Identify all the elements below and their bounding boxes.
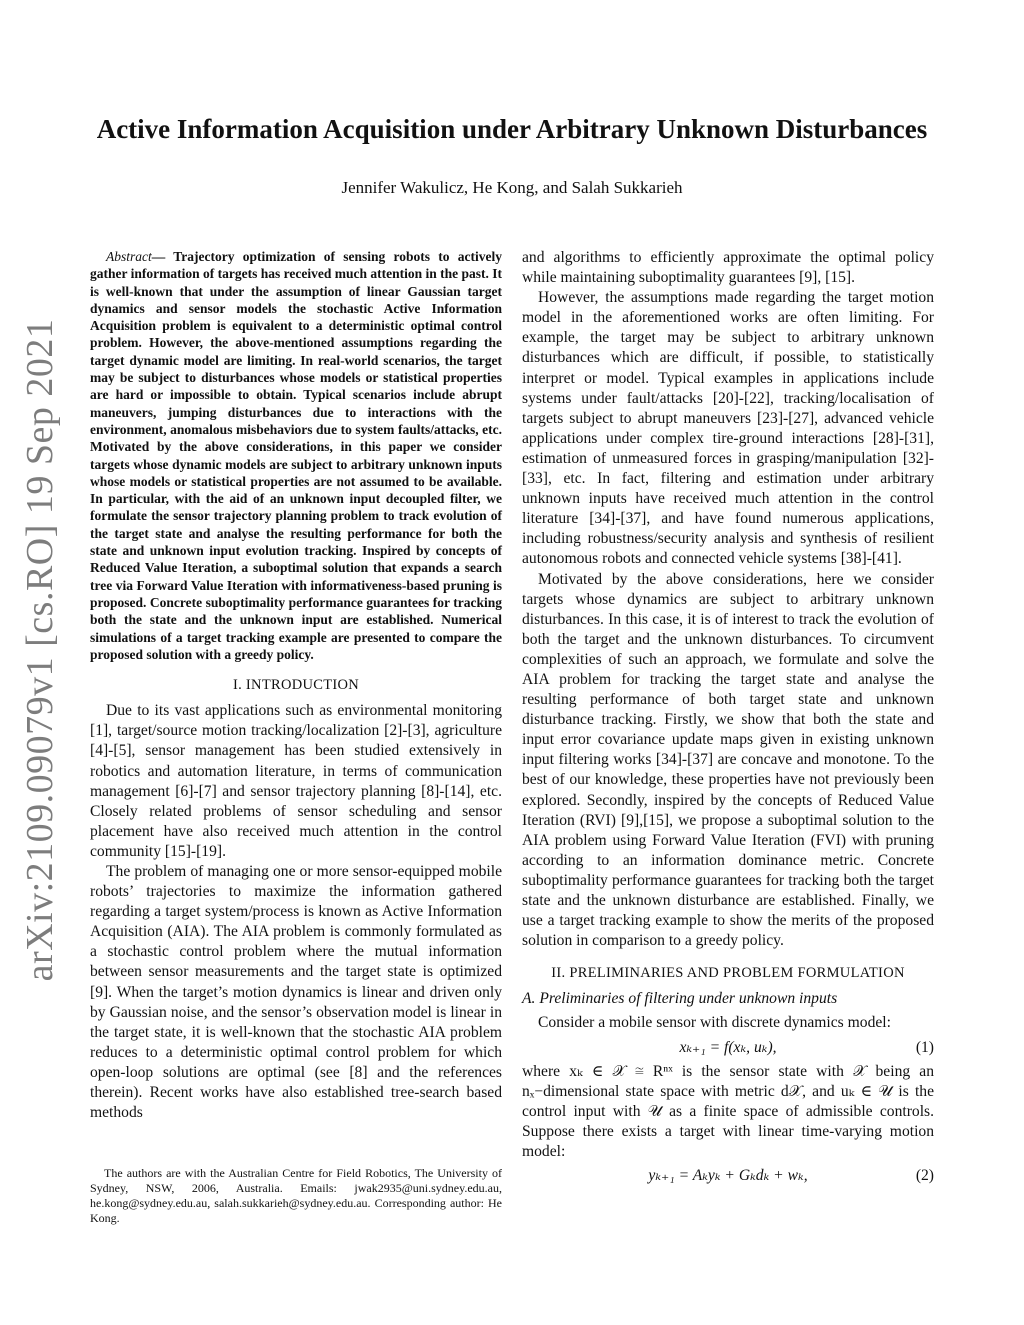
section-heading-preliminaries: II. PRELIMINARIES AND PROBLEM FORMULATION	[551, 965, 905, 982]
right-paragraph-3: Motivated by the above considerations, here we consider targets whose dynamics are subject to arbitrary unknown disturbances. In this case, it is of interest to track the evolution of both the target and the unknown disturbances. To circumvent complexities of such an approach, we formulate and solve the AIA problem for tracking the target state and analyse the resulting performance of both target state and unknown disturbance tracking. Firstly, we show that both the state and input error covariance update maps given in existing unknown input filtering works [34]-[37] are concave and monotone. To the best of our knowledge, these properties have not previously been explored. Secondly, inspired by the concepts of Reduced Value Iteration (RVI) [9],[15], we propose a suboptimal solution to the AIA problem using Forward Value Iteration (FVI) with pruning according to an information dominance metric. Concrete suboptimality performance guarantees for tracking both the target state and the unknown disturbance are established. Finally, we use a target tracking example to show the merits of the proposed solution in comparison to a greedy policy.	[522, 570, 934, 950]
subsection-heading-a: A. Preliminaries of filtering under unknown inputs	[522, 990, 838, 1008]
equation-1	[522, 1038, 934, 1058]
arxiv-identifier-text: arXiv:2109.09079v1 [cs.RO] 19 Sep 2021	[19, 318, 61, 982]
prelim-paragraph-1: Consider a mobile sensor with discrete dynamics model:	[538, 1014, 891, 1032]
left-column	[90, 248, 502, 1123]
right-paragraph-1: and algorithms to efficiently approximate the optimal policy while maintaining suboptimality guarantees [9], [15].	[522, 249, 934, 287]
abstract	[90, 248, 502, 663]
equation-1-body: xₖ₊₁ = f(xₖ, uₖ),	[679, 1038, 777, 1056]
section-heading-introduction: I. INTRODUCTION	[232, 677, 360, 694]
abstract-text: — Trajectory optimization of sensing robots to actively gather information of targets has received much attention in the past. It is well-known that under the assumption of linear Gaussian target dynamics and sensor models the stochastic Active Information Acquisition problem is equivalent to a deterministic optimal control problem. However, the above-mentioned assumptions regarding the target dynamic model are limiting. In real-world scenarios, the target may be subject to disturbances whose models or statistical properties are hard or impossible to obtain. Typical scenarios include abrupt maneuvers, jumping disturbances due to interactions with the environment, anomalous misbehaviors due to system faults/attacks, etc. Motivated by the above considerations, in this paper we consider targets whose dynamic models are subject to arbitrary unknown inputs whose models or statistical properties are not assumed to be available. In particular, with the aid of an unknown input decoupled filter, we formulate the sensor trajectory planning problem to track evolution of the target state and analyse the resulting performance for both the state and unknown input evolution tracking. Inspired by concepts of Reduced Value Iteration, a suboptimal solution that expands a search tree via Forward Value Iteration with informativeness-based pruning is proposed. Concrete suboptimality performance guarantees for tracking both the state and the unknown input are established. Numerical simulations of a target tracking example are presented to compare the proposed solution with a greedy policy.	[90, 249, 502, 662]
equation-2-number: (2)	[915, 1167, 934, 1185]
abstract-label: Abstract	[106, 249, 152, 264]
paper-authors: Jennifer Wakulicz, He Kong, and Salah Sukkarieh	[341, 178, 683, 197]
prelim-paragraph-2: where xₖ ∈ 𝒳 ≅ Rⁿˣ is the sensor state with 𝒳 being an nₓ−dimensional state space with metric d𝒳, and uₖ ∈ 𝒰 is the control input with 𝒰 as a finite space of admissible controls. Suppose there exists a target with linear time-varying motion model:	[522, 1062, 934, 1161]
equation-2	[522, 1166, 934, 1186]
right-paragraph-2: However, the assumptions made regarding the target motion model in the aforementioned works are often limiting. For example, the target may be subject to arbitrary unknown disturbances which are difficult, if possible, to statistically interpret or model. Typical examples in applications include systems under fault/attacks [20]-[22], tracking/localisation of targets subject to abrupt maneuvers [23]-[27], advanced vehicle applications under complex tire-ground interactions [28]-[31], estimation of unmeasured forces in grasping/manipulation [32]-[33], etc. In fact, filtering and estimation under arbitrary unknown inputs have received much attention in the control literature [34]-[37], and have found numerous applications, including robustness/security analysis and synthesis of resilient autonomous robots and connected vehicle systems [38]-[41].	[522, 289, 934, 568]
equation-2-body: yₖ₊₁ = Aₖyₖ + Gₖdₖ + wₖ,	[648, 1167, 808, 1185]
equation-1-number: (1)	[915, 1038, 934, 1056]
intro-paragraph-1: Due to its vast applications such as environmental monitoring [1], target/source motion tracking/localization [2]-[3], agriculture [4]-[5], sensor management has been studied extensively in robotics and automation literature, in terms of communication management [6]-[7] and sensor trajectory planning [8]-[14], etc. Closely related problems of sensor scheduling and sensor placement have also received much attention in the control community [15]-[19].	[90, 702, 502, 860]
paper-title: Active Information Acquisition under Arbitrary Unknown Disturbances	[96, 114, 928, 144]
right-column	[522, 248, 934, 1190]
intro-paragraph-2: The problem of managing one or more sensor-equipped mobile robots’ trajectories to maximize the information gathered regarding a target system/process is known as Active Information Acquisition (AIA). The AIA problem is commonly formulated as a stochastic control problem where the mutual information between sensor measurements and the target state is optimized [9]. When the target’s motion dynamics is linear and driven only by Gaussian noise, and the sensor’s observation model is linear in the target state, it is well-known that the stochastic AIA problem reduces to a deterministic optimal control problem for which open-loop solutions are optimal (see [8] and the references therein). Recent works have also established tree-search based methods	[90, 862, 502, 1122]
author-footnote: The authors are with the Australian Centre for Field Robotics, The University of Sydney, NSW, 2006, Australia. Emails: jwak2935@uni.sydney.edu.au, he.kong@sydney.edu.au, salah.sukkarieh@sydney.edu.au. Corresponding author: He Kong.	[90, 1166, 502, 1225]
arxiv-identifier	[19, 318, 61, 982]
